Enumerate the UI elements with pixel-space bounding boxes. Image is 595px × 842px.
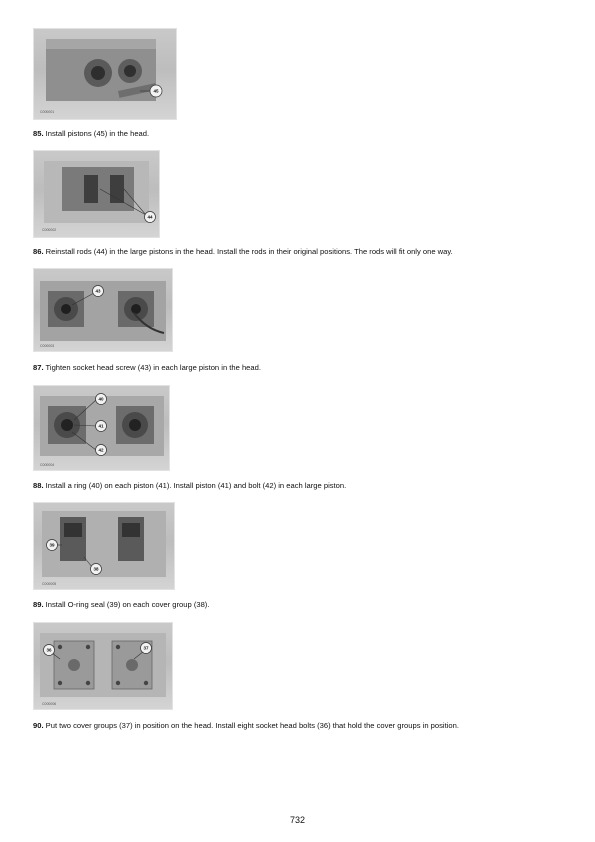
step-number: 87. — [33, 363, 44, 372]
step-number: 88. — [33, 481, 44, 490]
step-text: Put two cover groups (37) in position on the head. Install eight socket head bolts (36) that hold the cover groups in position. — [43, 721, 459, 730]
step-number: 89. — [33, 600, 44, 609]
step-number: 90. — [33, 721, 44, 730]
callout-38: 38 — [93, 566, 99, 572]
step-text: Tighten socket head screw (43) in each large piston in the head. — [43, 363, 261, 372]
step-89-photo — [33, 502, 175, 590]
callout-41: 41 — [98, 423, 104, 429]
step-86-caption — [33, 247, 563, 257]
svg-text:C000005: C000005 — [42, 582, 57, 586]
step-text: Install pistons (45) in the head. — [43, 129, 150, 138]
step-text: Install O-ring seal (39) on each cover group (38). — [43, 600, 210, 609]
step-85-caption — [33, 129, 563, 139]
callout-40: 40 — [98, 396, 104, 402]
step-text: Install a ring (40) on each piston (41). Install piston (41) and bolt (42) in each large piston. — [43, 481, 347, 490]
step-text: Reinstall rods (44) in the large pistons in the head. Install the rods in their original positions. The rods will fit only one way. — [43, 247, 453, 256]
callout-43: 43 — [95, 288, 101, 294]
page-number: 732 — [289, 815, 306, 825]
callout-37: 37 — [143, 645, 149, 651]
callout-36: 36 — [46, 647, 52, 653]
svg-text:C000006: C000006 — [42, 702, 57, 706]
svg-text:C000004: C000004 — [40, 463, 55, 467]
step-87-caption — [33, 363, 563, 373]
step-90-photo — [33, 622, 173, 710]
step-88-photo — [33, 385, 170, 471]
step-89-caption — [33, 600, 563, 610]
svg-text:C000001: C000001 — [40, 110, 55, 114]
step-number: 86. — [33, 247, 44, 256]
callout-39: 39 — [49, 542, 55, 548]
svg-text:C000002: C000002 — [42, 228, 57, 232]
step-87-photo — [33, 268, 173, 352]
step-90-caption — [33, 721, 563, 731]
step-number: 85. — [33, 129, 44, 138]
callout-42: 42 — [98, 447, 104, 453]
callout-45: 45 — [153, 88, 159, 94]
step-86-photo — [33, 150, 160, 238]
step-85-photo — [33, 28, 177, 120]
step-88-caption — [33, 481, 563, 491]
callout-44: 44 — [147, 214, 153, 220]
svg-text:C000003: C000003 — [40, 344, 55, 348]
